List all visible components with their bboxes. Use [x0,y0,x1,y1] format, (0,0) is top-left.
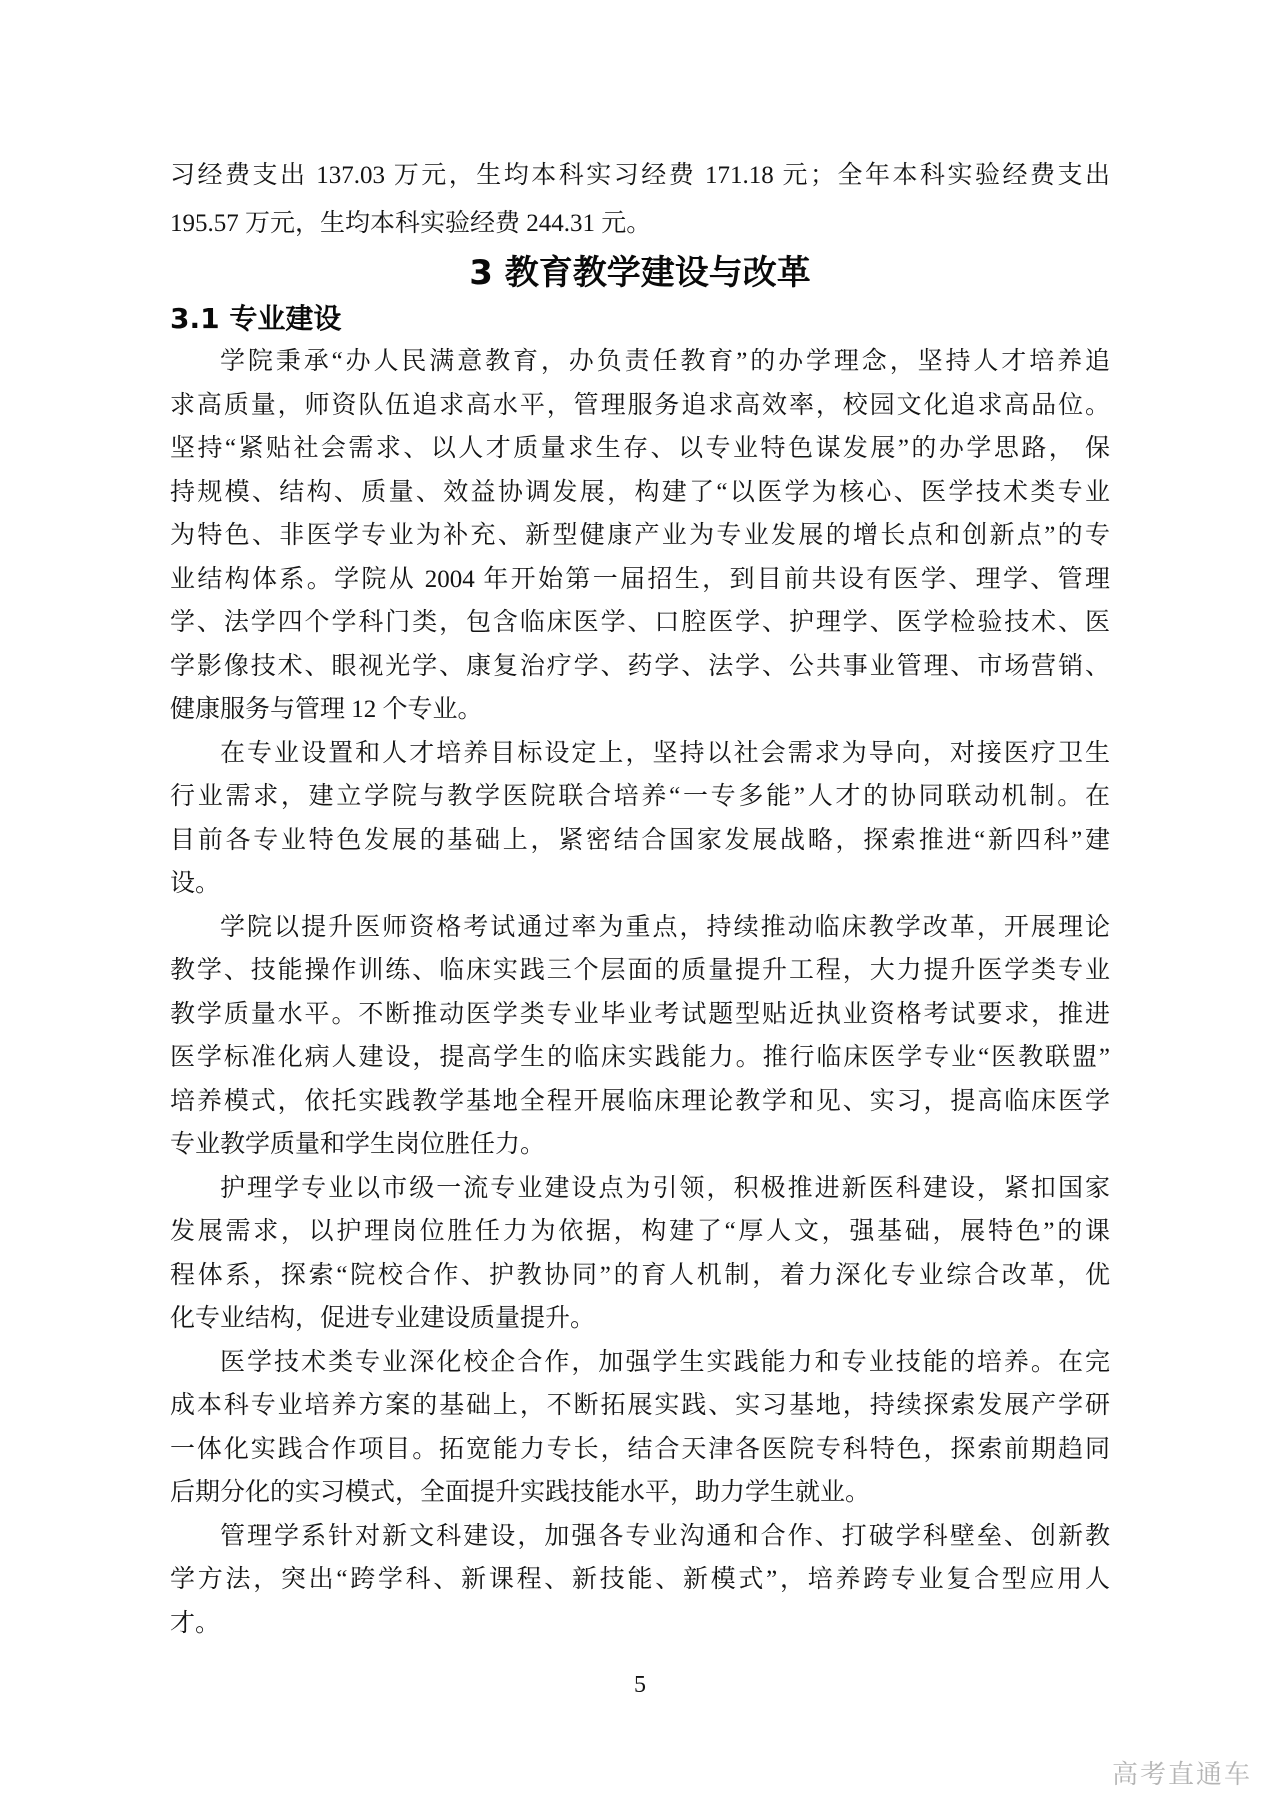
page-number: 5 [634,1672,646,1698]
text-line: 才。 [170,1609,221,1637]
intro-paragraph [170,152,1110,248]
paragraph [170,340,1110,732]
text-line: 目前各专业特色发展的基础上，紧密结合国家发展战略，探索推进“新四科”建 [170,826,1110,854]
page-content [170,152,1110,1645]
text-line: 教学质量水平。不断推动医学类专业毕业考试题型贴近执业资格考试要求，推进 [170,1000,1110,1028]
text-line: 坚持“紧贴社会需求、以人才质量求生存、以专业特色谋发展”的办学思路， 保 [170,435,1110,462]
paragraph [170,1515,1110,1646]
text-line: 学、法学四个学科门类，包含临床医学、口腔医学、护理学、医学检验技术、医 [170,609,1110,636]
text-line: 教学、技能操作训练、临床实践三个层面的质量提升工程，大力提升医学类专业 [170,957,1110,984]
paragraph [170,732,1110,906]
text-line: 在专业设置和人才培养目标设定上，坚持以社会需求为导向，对接医疗卫生 [220,739,1110,767]
text-line: 学方法，突出“跨学科、新课程、新技能、新模式”，培养跨专业复合型应用人 [170,1566,1110,1593]
text-line: 设。 [170,870,221,897]
text-line: 习经费支出 137.03 万元，生均本科实习经费 171.18 元；全年本科实验经费支出 [170,162,1110,189]
subsection-heading: 3.1 专业建设 [170,302,342,335]
text-line: 持规模、结构、质量、效益协调发展，构建了“以医学为核心、医学技术类专业 [170,478,1110,506]
text-line: 业结构体系。学院从 2004 年开始第一届招生，到目前共设有医学、理学、管理 [170,565,1110,593]
paragraph [170,1341,1110,1515]
paragraph [170,906,1110,1167]
text-line: 为特色、非医学专业为补充、新型健康产业为专业发展的增长点和创新点”的专 [170,522,1110,549]
text-line: 后期分化的实习模式，全面提升实践技能水平，助力学生就业。 [170,1479,871,1506]
text-line: 成本科专业培养方案的基础上，不断拓展实践、实习基地，持续探索发展产学研 [170,1392,1110,1419]
text-line: 求高质量，师资队伍追求高水平，管理服务追求高效率，校园文化追求高品位。 [170,391,1110,419]
text-line: 一体化实践合作项目。拓宽能力专长，结合天津各医院专科特色，探索前期趋同 [170,1435,1110,1463]
text-line: 护理学专业以市级一流专业建设点为引领，积极推进新医科建设，紧扣国家 [220,1174,1110,1202]
section-heading: 3 教育教学建设与改革 [469,253,811,293]
text-line: 医学技术类专业深化校企合作，加强学生实践能力和专业技能的培养。在完 [220,1348,1110,1376]
text-line: 管理学系针对新文科建设，加强各专业沟通和合作、打破学科壁垒、创新教 [220,1522,1110,1550]
text-line: 化专业结构，促进专业建设质量提升。 [170,1305,596,1332]
text-line: 程体系，探索“院校合作、护教协同”的育人机制，着力深化专业综合改革，优 [170,1261,1110,1289]
text-line: 学影像技术、眼视光学、康复治疗学、药学、法学、公共事业管理、市场营销、 [170,652,1110,680]
paragraph [170,1167,1110,1341]
body-paragraphs [170,340,1110,1645]
text-line: 学院以提升医师资格考试通过率为重点，持续推动临床教学改革，开展理论 [220,913,1110,941]
text-line: 行业需求，建立学院与教学医院联合培养“一专多能”人才的协同联动机制。在 [170,783,1110,810]
text-line: 医学标准化病人建设，提高学生的临床实践能力。推行临床医学专业“医教联盟” [170,1044,1110,1071]
text-line: 195.57 万元，生均本科实验经费 244.31 元。 [170,210,652,237]
text-line: 发展需求，以护理岗位胜任力为依据，构建了“厚人文，强基础，展特色”的课 [170,1218,1110,1245]
text-line: 专业教学质量和学生岗位胜任力。 [170,1131,546,1158]
watermark-text: 高考直通车 [1111,1760,1252,1790]
text-line: 学院秉承“办人民满意教育，办负责任教育”的办学理念，坚持人才培养追 [220,348,1110,375]
text-line: 健康服务与管理 12 个专业。 [170,696,483,723]
text-line: 培养模式，依托实践教学基地全程开展临床理论教学和见、实习，提高临床医学 [170,1087,1110,1115]
